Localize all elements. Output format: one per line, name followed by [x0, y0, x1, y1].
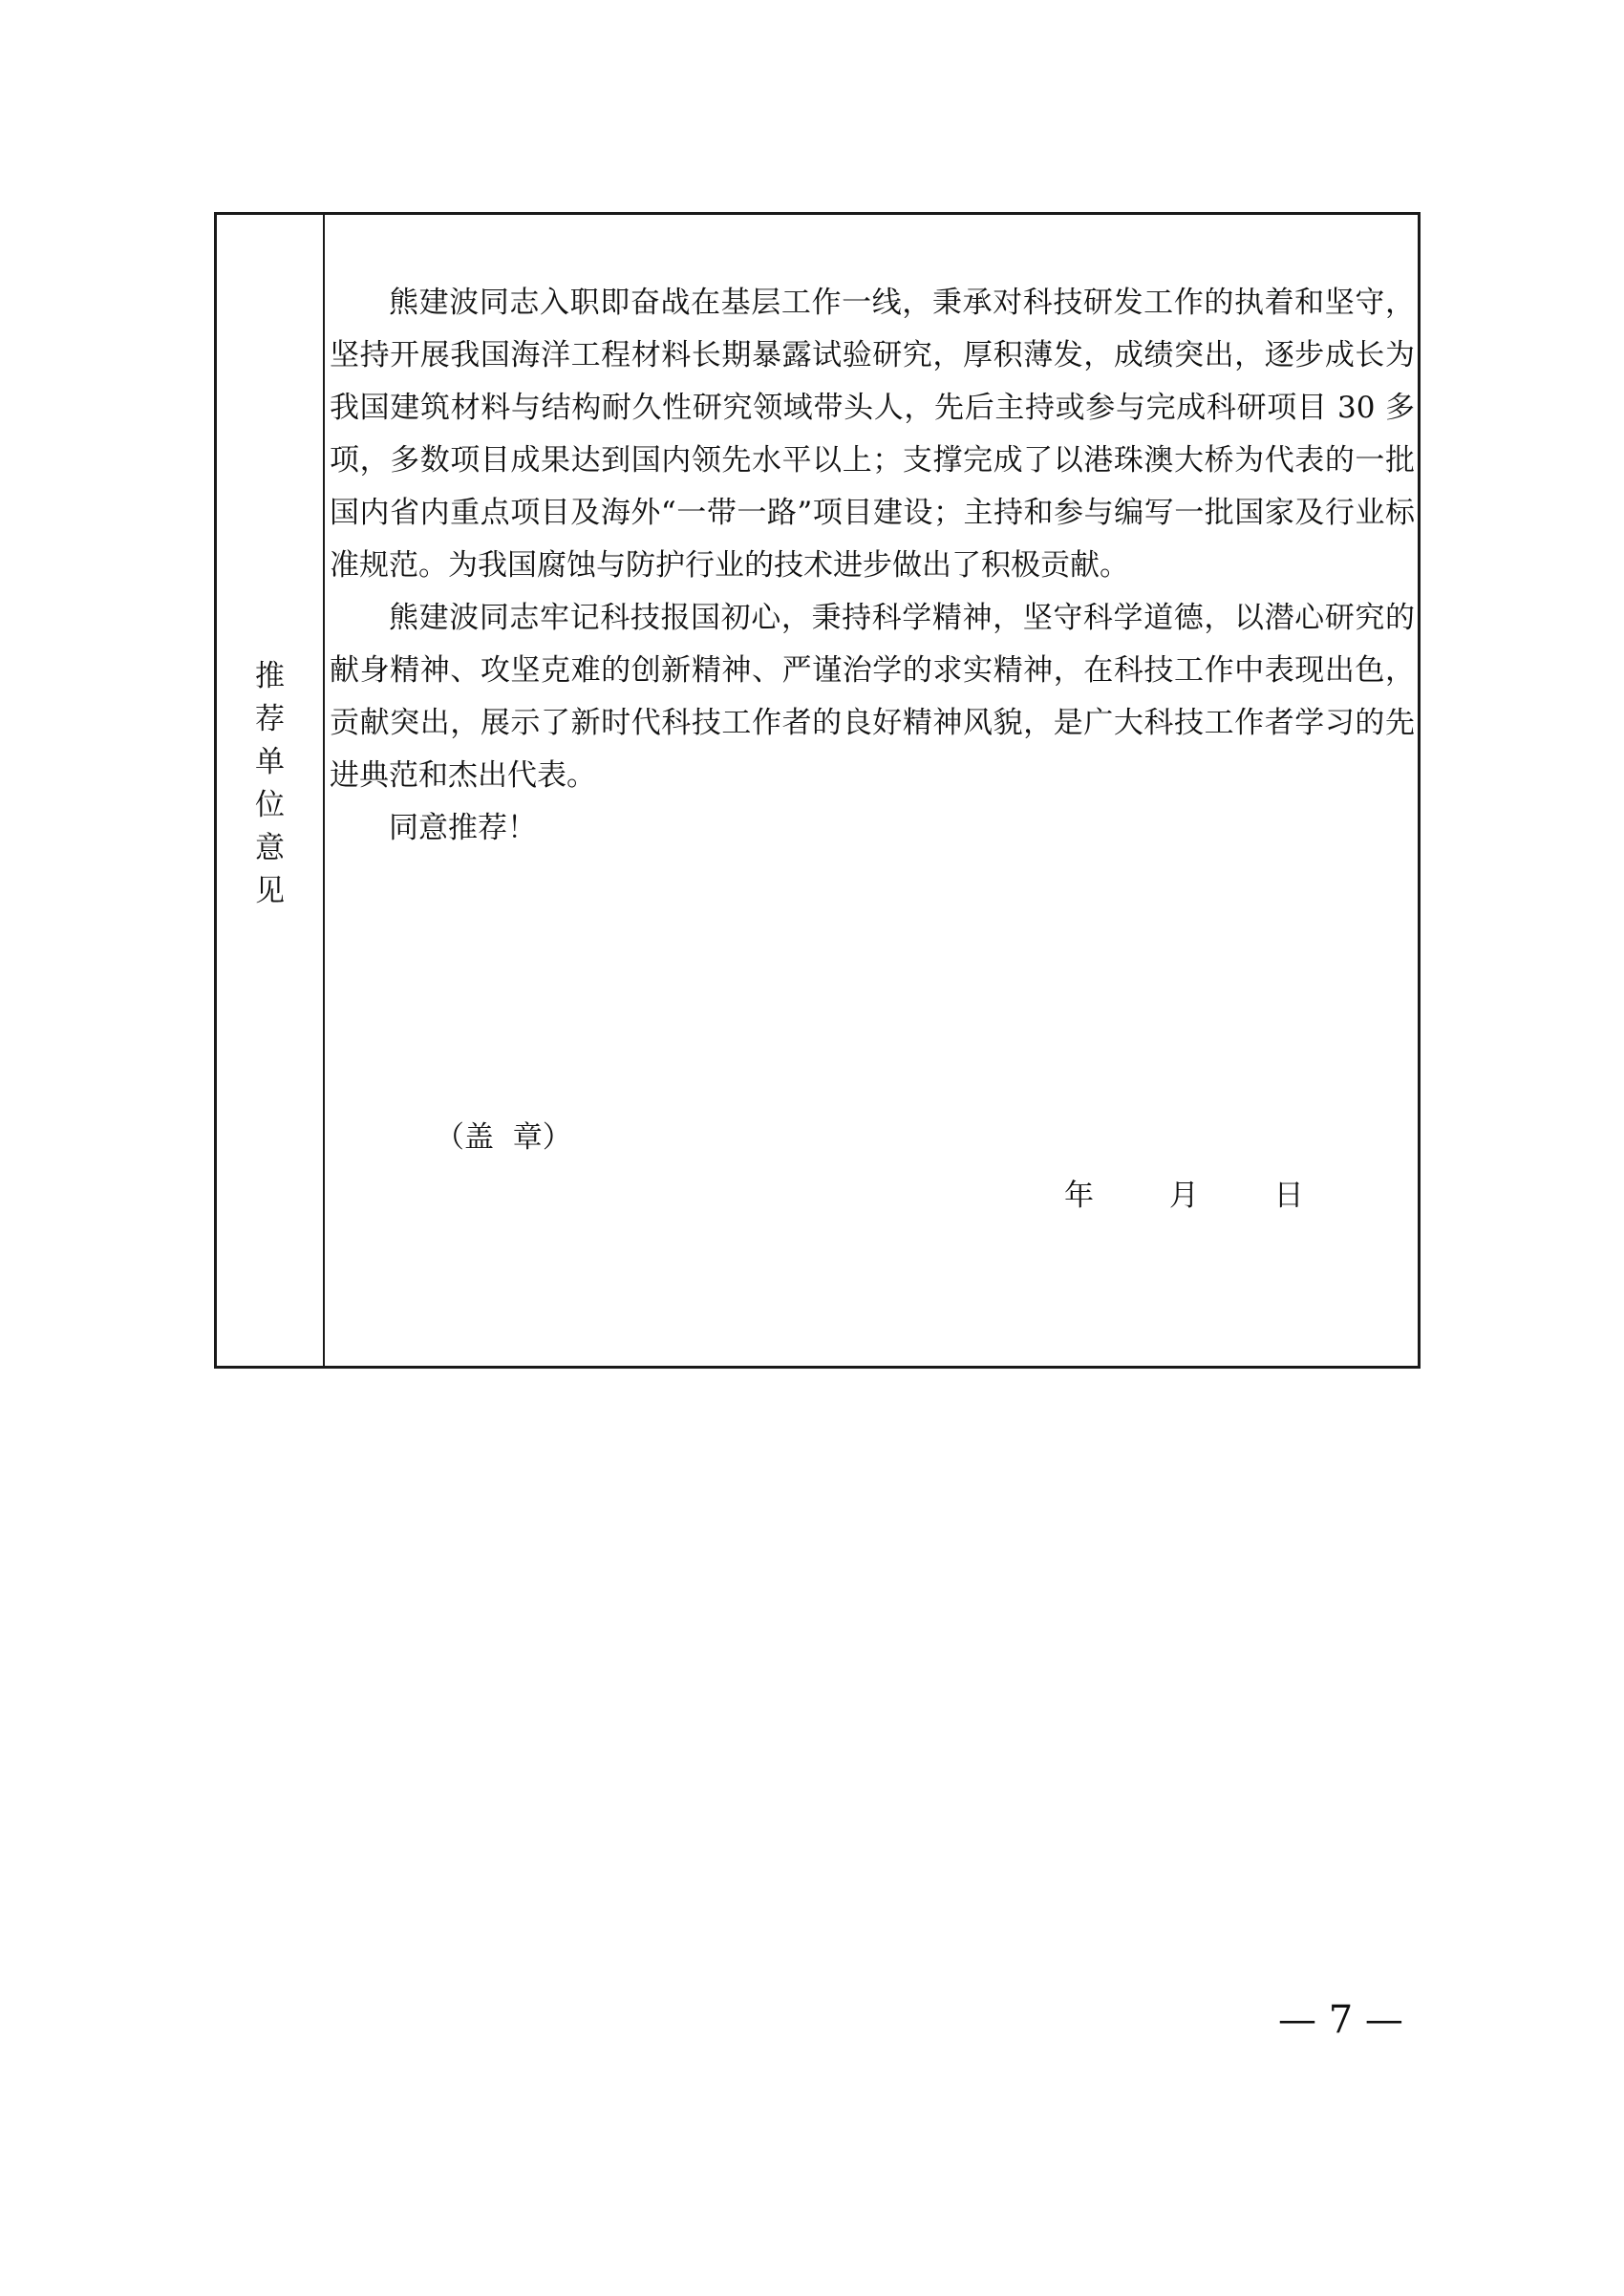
- opinion-paragraph-2: 熊建波同志牢记科技报国初心，秉持科学精神，坚守科学道德，以潜心研究的献身精神、攻坚克难的创新精神、严谨治学的求实精神，在科技工作中表现出色，贡献突出，展示了新时代科技工作者的良好精神风貌，是广大科技工作者学习的先进典范和杰出代表。: [330, 601, 1415, 793]
- label-char: 荐: [255, 702, 285, 736]
- label-char: 位: [255, 788, 285, 822]
- row-label-recommending-unit-opinion: [217, 655, 323, 913]
- opinion-cell: [325, 215, 1418, 1366]
- page-number: — 7 —: [1278, 1998, 1403, 2042]
- label-char: 推: [255, 659, 285, 693]
- seal-placeholder: （盖 章）: [435, 1120, 572, 1155]
- recommendation-opinion-table: [214, 212, 1421, 1369]
- opinion-paragraph-1: 熊建波同志入职即奋战在基层工作一线，秉承对科技研发工作的执着和坚守，坚持开展我国海洋工程材料长期暴露试验研究，厚积薄发，成绩突出，逐步成长为我国建筑材料与结构耐久性研究领域带头人，先后主持或参与完成科研项目 30 多项，多数项目成果达到国内领先水平以上；支撑完成了以港珠澳大桥为代表的一批国内省内重点项目及海外“一带一路”项目建设；主持和参与编写一批国家及行业标准规范。为我国腐蚀与防护行业的技术进步做出了积极贡献。: [330, 286, 1415, 583]
- label-char: 意: [255, 831, 285, 865]
- label-char: 见: [255, 874, 285, 908]
- opinion-text: [330, 277, 1415, 855]
- label-cell: [217, 215, 325, 1366]
- date-line: 年 月 日: [1064, 1179, 1304, 1213]
- opinion-paragraph-3: 同意推荐！: [389, 811, 537, 845]
- label-char: 单: [255, 745, 285, 779]
